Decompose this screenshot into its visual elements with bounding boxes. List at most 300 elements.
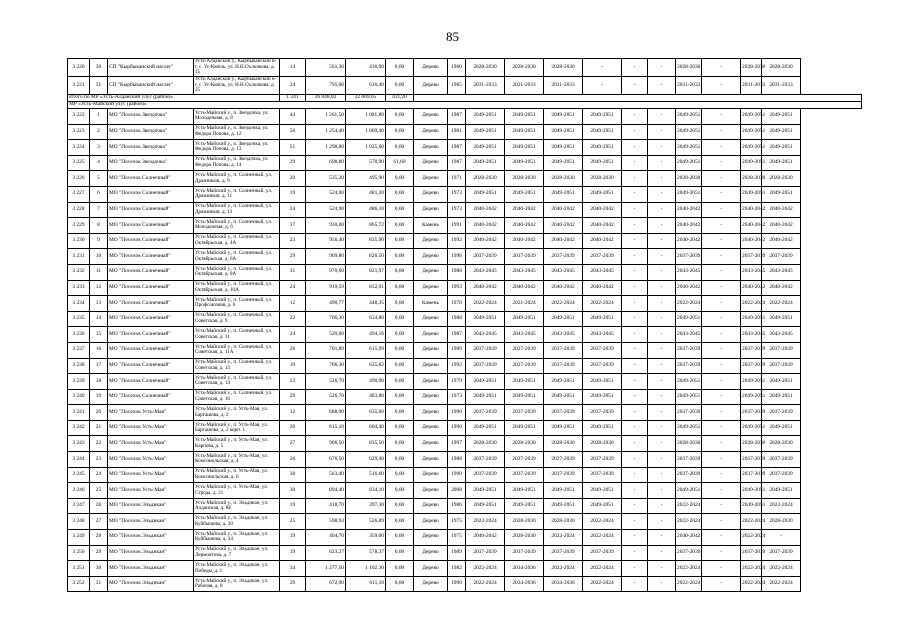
period-1: 2049-2051	[466, 374, 505, 390]
period-4: 2022-2024	[583, 296, 622, 312]
period-4: 2022-2024	[583, 576, 622, 592]
row-number: 3 242	[68, 420, 90, 436]
period-4: 2049-2051	[583, 389, 622, 405]
period-8: -	[702, 311, 741, 327]
period-5: -	[622, 530, 648, 546]
period-1: 2049-2051	[466, 483, 505, 499]
wall-material: Дерево	[414, 59, 448, 77]
area-nonliving: 0,00	[386, 405, 414, 421]
period-9: 2049-2051	[741, 483, 762, 499]
period-2: 2031-2033	[505, 77, 544, 95]
area-total: 490,77	[306, 296, 346, 312]
area-nonliving: 0,00	[386, 249, 414, 265]
period-7: 2037-2039	[676, 342, 702, 358]
period-3: 2049-2051	[544, 186, 583, 202]
area-total: 672,90	[306, 576, 346, 592]
period-1: 2022-2024	[466, 561, 505, 577]
address: Усть-Майский у., п. Звездочка, ул. Федора Попова, д. 12	[194, 124, 280, 140]
period-10: 2043-2045	[762, 264, 801, 280]
period-3: 2043-2045	[544, 264, 583, 280]
row-number: 3 252	[68, 576, 90, 592]
period-6: -	[648, 186, 676, 202]
area-living: 604,40	[346, 420, 386, 436]
build-year: 1997	[448, 436, 466, 452]
summary-area-nonliving: 431,20	[386, 95, 414, 102]
row-number: 3 225	[68, 155, 90, 171]
row-index: 30	[90, 59, 108, 77]
period-3: 2034-2036	[544, 576, 583, 592]
period-3: 2028-2030	[544, 436, 583, 452]
area-living: 821,97	[346, 264, 386, 280]
period-3: 2037-2039	[544, 249, 583, 265]
period-7: 2037-2039	[676, 467, 702, 483]
organization: МО "Поселок Солнечный"	[108, 342, 194, 358]
row-index: 4	[90, 155, 108, 171]
row-number: 3 243	[68, 436, 90, 452]
wall-material: Дерево	[414, 483, 448, 499]
period-7: 2037-2039	[676, 452, 702, 468]
flats-count: 24	[280, 202, 306, 218]
wall-material: Дерево	[414, 498, 448, 514]
area-total: 919,59	[306, 280, 346, 296]
period-5: -	[622, 311, 648, 327]
wall-material: Дерево	[414, 576, 448, 592]
period-10: 2037-2039	[762, 467, 801, 483]
row-number: 3 251	[68, 561, 90, 577]
area-living: 397,30	[346, 498, 386, 514]
area-total: 698,80	[306, 155, 346, 171]
period-6: -	[648, 514, 676, 530]
row-number: 3 237	[68, 342, 90, 358]
build-year: 1991	[448, 218, 466, 234]
address: Усть-Майский у., п. Эльдикан, ул. Лермонтова, д. 7	[194, 545, 280, 561]
period-7: 2028-2030	[676, 436, 702, 452]
period-6: -	[648, 140, 676, 156]
period-9: 2037-2039	[741, 452, 762, 468]
period-6: -	[648, 389, 676, 405]
area-total: 524,90	[306, 202, 346, 218]
period-3: 2049-2051	[544, 420, 583, 436]
row-index: 27	[90, 514, 108, 530]
period-4: 2037-2039	[583, 342, 622, 358]
period-5: -	[622, 467, 648, 483]
wall-material: Дерево	[414, 171, 448, 187]
organization: МО "Поселок Солнечный"	[108, 311, 194, 327]
period-5: -	[622, 186, 648, 202]
build-year: 1960	[448, 59, 466, 77]
period-9: 2028-2030	[741, 59, 762, 77]
area-total: 676,50	[306, 452, 346, 468]
area-nonliving: 0,00	[386, 124, 414, 140]
build-year: 1987	[448, 327, 466, 343]
period-2: 2049-2051	[505, 420, 544, 436]
row-index: 15	[90, 327, 108, 343]
wall-material: Дерево	[414, 280, 448, 296]
period-10: -	[762, 530, 801, 546]
organization: МО "Поселок Солнечный"	[108, 249, 194, 265]
build-year: 1990	[448, 405, 466, 421]
area-nonliving: 0,00	[386, 218, 414, 234]
area-nonliving: 0,00	[386, 358, 414, 374]
organization: СП "Кырбыканский наслег"	[108, 59, 194, 77]
table-row	[68, 561, 862, 577]
period-9: 2031-2033	[741, 77, 762, 95]
row-index: 3	[90, 140, 108, 156]
area-nonliving: 0,00	[386, 498, 414, 514]
period-8: -	[702, 545, 741, 561]
wall-material: Дерево	[414, 327, 448, 343]
period-1: 2049-2051	[466, 140, 505, 156]
area-living: 436,00	[346, 59, 386, 77]
row-number: 3 238	[68, 358, 90, 374]
table-body-main	[68, 109, 862, 592]
period-9: 2043-2045	[741, 264, 762, 280]
flats-count: 31	[280, 264, 306, 280]
row-number: 3 228	[68, 202, 90, 218]
period-7: 2049-2051	[676, 109, 702, 125]
organization: МО "Поселок Солнечный"	[108, 296, 194, 312]
organization: МО "Поселок Звездочка"	[108, 155, 194, 171]
organization: МО "Поселок Усть-Мая"	[108, 436, 194, 452]
period-1: 2043-2045	[466, 327, 505, 343]
address: Усть-Майский у., п. Усть-Мая, ул. Комсомольская, д. 6	[194, 467, 280, 483]
row-index: 5	[90, 171, 108, 187]
period-7: 2037-2039	[676, 405, 702, 421]
period-4: 2028-2030	[583, 171, 622, 187]
period-1: 2049-2051	[466, 311, 505, 327]
area-nonliving: 0,00	[386, 140, 414, 156]
address: Усть-Майский у., п. Эльдикан, ул. Победы, д. 1	[194, 561, 280, 577]
period-7: 2028-2030	[676, 59, 702, 77]
build-year: 1990	[448, 420, 466, 436]
period-4: 2037-2039	[583, 405, 622, 421]
table-row	[68, 327, 862, 343]
period-10: 2031-2033	[762, 77, 801, 95]
period-2: 2028-2030	[505, 171, 544, 187]
period-3: 2040-2042	[544, 280, 583, 296]
period-1: 2043-2045	[466, 264, 505, 280]
period-5: -	[622, 545, 648, 561]
period-3: 2049-2051	[544, 109, 583, 125]
address: Усть-Майский у., п. Солнечный, ул. Дражников, д. 13	[194, 202, 280, 218]
wall-material: Дерево	[414, 124, 448, 140]
period-5: -	[622, 264, 648, 280]
period-7: 2037-2039	[676, 249, 702, 265]
period-1: 2022-2024	[466, 576, 505, 592]
period-10: 2049-2051	[762, 389, 801, 405]
area-living: 834,10	[346, 483, 386, 499]
area-nonliving: 0,00	[386, 436, 414, 452]
period-9: 2040-2042	[741, 218, 762, 234]
period-9: 2049-2051	[741, 420, 762, 436]
area-nonliving: 0,00	[386, 186, 414, 202]
area-living: 826,50	[346, 249, 386, 265]
period-3: 2049-2051	[544, 374, 583, 390]
period-1: 2028-2030	[466, 171, 505, 187]
wall-material: Дерево	[414, 545, 448, 561]
wall-material: Дерево	[414, 358, 448, 374]
build-year: 1973	[448, 186, 466, 202]
period-3: 2049-2051	[544, 389, 583, 405]
period-5: -	[622, 218, 648, 234]
table-row	[68, 358, 862, 374]
period-4: 2049-2051	[583, 186, 622, 202]
row-index: 9	[90, 233, 108, 249]
table-row	[68, 186, 862, 202]
address: Усть-Майский у., п. Усть-Мая, ул. Барташова, д. 2	[194, 405, 280, 421]
table-row	[68, 202, 862, 218]
period-6: -	[648, 280, 676, 296]
area-nonliving: 0,00	[386, 374, 414, 390]
period-1: 2037-2039	[466, 467, 505, 483]
period-9: 2037-2039	[741, 358, 762, 374]
organization: СП "Кырбыканский наслег"	[108, 77, 194, 95]
period-7: 2049-2051	[676, 483, 702, 499]
period-3: 2028-2030	[544, 59, 583, 77]
period-1: 2040-2042	[466, 218, 505, 234]
area-living: 635,00	[346, 405, 386, 421]
area-living: 835,90	[346, 233, 386, 249]
period-9: 2040-2042	[741, 280, 762, 296]
period-4: 2049-2051	[583, 374, 622, 390]
period-7: 2040-2042	[676, 202, 702, 218]
period-2: 2049-2051	[505, 483, 544, 499]
period-8: -	[702, 561, 741, 577]
address: Усть-Майский у., п. Усть-Мая, ул. Барташова, д. 2 корп. 1	[194, 420, 280, 436]
organization: МО "Поселок Эльдикан"	[108, 561, 194, 577]
period-5: -	[622, 140, 648, 156]
wall-material: Дерево	[414, 109, 448, 125]
table-row	[68, 155, 862, 171]
row-index: 20	[90, 405, 108, 421]
flats-count: 19	[280, 545, 306, 561]
period-1: 2037-2039	[466, 249, 505, 265]
wall-material: Камень	[414, 296, 448, 312]
period-7: 2028-2030	[676, 171, 702, 187]
area-living: 481,20	[346, 186, 386, 202]
period-7: 2037-2039	[676, 545, 702, 561]
address: Усть-Майский у., п. Звездочка, ул. Федора Попова, д. 14	[194, 155, 280, 171]
period-9: 2040-2042	[741, 233, 762, 249]
period-9: 2049-2051	[741, 374, 762, 390]
table-row	[68, 311, 862, 327]
area-total: 969,80	[306, 249, 346, 265]
row-number: 3 245	[68, 467, 90, 483]
period-10: 2037-2039	[762, 342, 801, 358]
area-living: 634,80	[346, 311, 386, 327]
build-year: 1981	[448, 124, 466, 140]
build-year: 1992	[448, 358, 466, 374]
row-number: 3 227	[68, 186, 90, 202]
period-2: 2037-2039	[505, 405, 544, 421]
table-row	[68, 280, 862, 296]
flats-count: 19	[280, 186, 306, 202]
table-row	[68, 576, 862, 592]
table-row	[68, 264, 862, 280]
wall-material: Дерево	[414, 342, 448, 358]
period-6: -	[648, 358, 676, 374]
organization: МО "Поселок Эльдикан"	[108, 498, 194, 514]
area-total: 535,20	[306, 171, 346, 187]
period-8: -	[702, 576, 741, 592]
period-6: -	[648, 233, 676, 249]
organization: МО "Поселок Солнечный"	[108, 374, 194, 390]
housing-program-table	[67, 58, 862, 592]
build-year: 1989	[448, 545, 466, 561]
period-4: 2049-2051	[583, 109, 622, 125]
area-total: 598,93	[306, 514, 346, 530]
period-8: -	[702, 233, 741, 249]
area-nonliving: 0,00	[386, 171, 414, 187]
period-2: 2049-2051	[505, 311, 544, 327]
address: Усть-Майский у., п. Усть-Мая, ул. Карпова, д. 5	[194, 436, 280, 452]
build-year: 1978	[448, 296, 466, 312]
period-8: -	[702, 202, 741, 218]
row-number: 3 246	[68, 483, 90, 499]
period-9: 2037-2039	[741, 342, 762, 358]
period-2: 2049-2051	[505, 140, 544, 156]
period-9: 2037-2039	[741, 545, 762, 561]
wall-material: Дерево	[414, 202, 448, 218]
build-year: 1987	[448, 109, 466, 125]
area-nonliving: 0,00	[386, 545, 414, 561]
period-2: 2028-2030	[505, 59, 544, 77]
address: Усть-Майский у., п. Эльдикан, ул. Куйбышева, д. 34	[194, 530, 280, 546]
period-4: 2040-2042	[583, 233, 622, 249]
period-7: 2022-2024	[676, 498, 702, 514]
period-3: 2049-2051	[544, 155, 583, 171]
build-year: 1975	[448, 530, 466, 546]
period-9: 2022-2024	[741, 514, 762, 530]
period-1: 2037-2039	[466, 405, 505, 421]
flats-count: 29	[280, 389, 306, 405]
period-4: 2037-2039	[583, 249, 622, 265]
area-total: 930,00	[306, 218, 346, 234]
period-10: 2040-2042	[762, 233, 801, 249]
period-4: 2022-2024	[583, 561, 622, 577]
section-header-row	[68, 102, 862, 109]
period-4: 2037-2039	[583, 452, 622, 468]
period-9: 2043-2045	[741, 327, 762, 343]
address: Усть-Майский у., п. Солнечный, ул. Молодежная, д. 6	[194, 218, 280, 234]
period-9: 2037-2039	[741, 467, 762, 483]
period-8: -	[702, 374, 741, 390]
wall-material: Камень	[414, 218, 448, 234]
period-2: 2040-2042	[505, 202, 544, 218]
summary-area-total: 26 048,02	[306, 95, 346, 102]
period-9: 2049-2051	[741, 186, 762, 202]
flats-count: 44	[280, 109, 306, 125]
period-4: 2040-2042	[583, 218, 622, 234]
period-6: -	[648, 264, 676, 280]
organization: МО "Поселок Солнечный"	[108, 327, 194, 343]
table-row	[68, 296, 862, 312]
period-7: 2040-2042	[676, 530, 702, 546]
period-1: 2022-2024	[466, 514, 505, 530]
build-year: 1988	[448, 264, 466, 280]
period-2: 2028-2030	[505, 514, 544, 530]
wall-material: Дерево	[414, 420, 448, 436]
table-row	[68, 171, 862, 187]
period-4: 2040-2042	[583, 202, 622, 218]
period-1: 2022-2024	[466, 296, 505, 312]
period-9: 2049-2051	[741, 155, 762, 171]
flats-count: 19	[280, 358, 306, 374]
area-living: 1 069,40	[346, 124, 386, 140]
period-3: 2022-2024	[544, 296, 583, 312]
period-8: -	[702, 124, 741, 140]
area-total: 418,70	[306, 498, 346, 514]
period-2: 2049-2051	[505, 109, 544, 125]
row-number: 3 229	[68, 218, 90, 234]
period-9: 2028-2030	[741, 171, 762, 187]
wall-material: Дерево	[414, 530, 448, 546]
wall-material: Дерево	[414, 186, 448, 202]
period-10: 2049-2051	[762, 420, 801, 436]
period-9: 2049-2051	[741, 124, 762, 140]
address: Усть-Майский у., п. Усть-Мая, ул. Комсомольская, д. 4	[194, 452, 280, 468]
period-6: -	[648, 327, 676, 343]
area-nonliving: 0,00	[386, 202, 414, 218]
table-row	[68, 77, 862, 95]
period-10: 2049-2051	[762, 124, 801, 140]
area-living: 490,90	[346, 374, 386, 390]
period-7: 2049-2051	[676, 140, 702, 156]
period-2: 2037-2039	[505, 452, 544, 468]
summary-flats: 1 241	[280, 95, 306, 102]
period-10: 2028-2030	[762, 59, 801, 77]
period-6: -	[648, 498, 676, 514]
organization: МО "Поселок Солнечный"	[108, 186, 194, 202]
period-2: 2040-2042	[505, 233, 544, 249]
period-4: 2037-2039	[583, 358, 622, 374]
wall-material: Дерево	[414, 374, 448, 390]
period-2: 2043-2045	[505, 327, 544, 343]
address: Усть-Майский у., п. Солнечный, ул. Октябрьская, д. 4А	[194, 233, 280, 249]
period-4: 2043-2045	[583, 327, 622, 343]
area-total: 706,30	[306, 358, 346, 374]
period-4: 2022-2024	[583, 530, 622, 546]
period-1: 2049-2051	[466, 155, 505, 171]
area-total: 894,40	[306, 483, 346, 499]
period-8: -	[702, 452, 741, 468]
period-5: -	[622, 561, 648, 577]
period-5: -	[622, 405, 648, 421]
area-nonliving: 0,00	[386, 483, 414, 499]
table-row	[68, 498, 862, 514]
flats-count: 29	[280, 576, 306, 592]
period-6: -	[648, 405, 676, 421]
address: Усть-Майский у., п. Солнечный, ул. Советская, д. 14	[194, 374, 280, 390]
organization: МО "Поселок Усть-Мая"	[108, 483, 194, 499]
organization: МО "Поселок Эльдикан"	[108, 514, 194, 530]
flats-count: 26	[280, 452, 306, 468]
flats-count: 24	[280, 77, 306, 95]
area-total: 526,70	[306, 389, 346, 405]
table-row	[68, 59, 862, 77]
period-10: 2022-2024	[762, 296, 801, 312]
period-3: 2040-2042	[544, 233, 583, 249]
period-10: 2037-2039	[762, 249, 801, 265]
period-5: -	[622, 171, 648, 187]
wall-material: Дерево	[414, 452, 448, 468]
period-1: 2049-2051	[466, 420, 505, 436]
wall-material: Дерево	[414, 436, 448, 452]
organization: МО "Поселок Эльдикан"	[108, 576, 194, 592]
period-8: -	[702, 405, 741, 421]
wall-material: Дерево	[414, 311, 448, 327]
area-total: 1 254,40	[306, 124, 346, 140]
